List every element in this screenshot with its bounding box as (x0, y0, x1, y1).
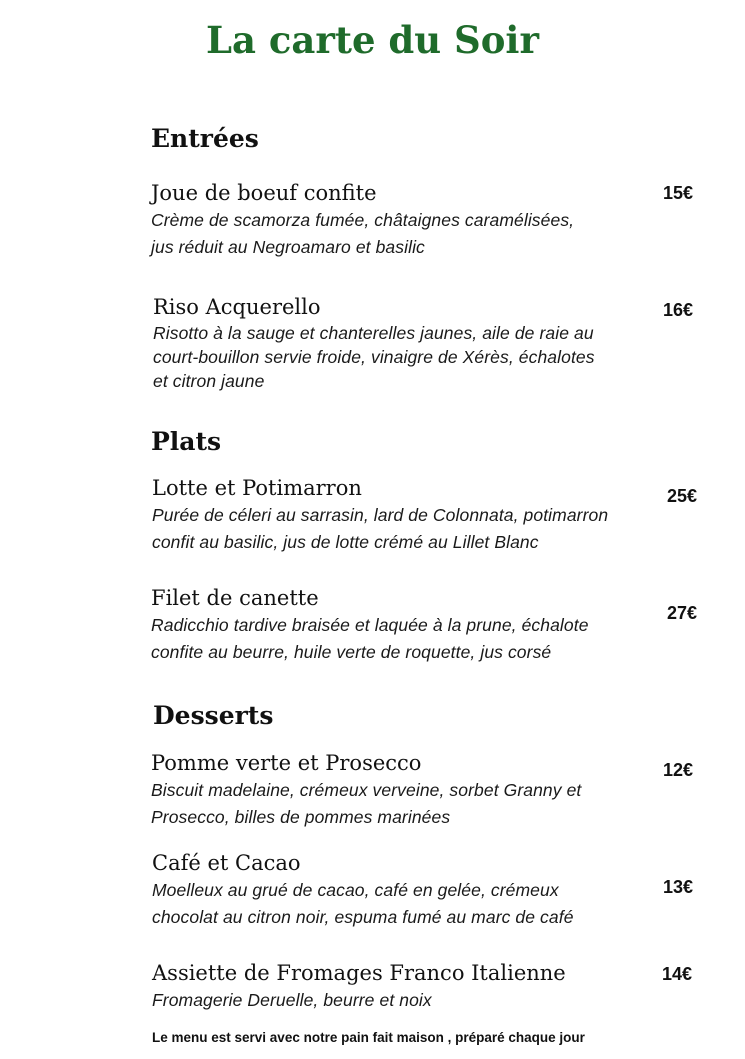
menu-item-lotte-et-potimarron (152, 475, 642, 556)
dish-name: Assiette de Fromages Franco Italienne (152, 961, 566, 985)
menu-item-filet-de-canette (151, 585, 641, 666)
menu-item-pomme-verte (151, 750, 641, 831)
menu-item-cafe-et-cacao (152, 850, 642, 931)
dish-description: Biscuit madelaine, crémeux verveine, sorbet Granny et Prosecco, billes de pommes marinées (151, 780, 582, 827)
menu-item-joue-de-boeuf (151, 180, 641, 261)
dish-price: 27€ (667, 603, 698, 623)
dish-name: Joue de boeuf confite (151, 181, 377, 205)
footer-note: Le menu est servi avec notre pain fait maison , préparé chaque jour (152, 1030, 585, 1045)
dish-description: Moelleux au grué de cacao, café en gelée, crémeux chocolat au citron noir, espuma fumé au marc de café (152, 880, 574, 927)
menu-item-assiette-de-fromages (152, 960, 672, 1014)
dish-description: Fromagerie Deruelle, beurre et noix (152, 990, 432, 1010)
dish-name: Café et Cacao (152, 851, 301, 875)
dish-name: Lotte et Potimarron (152, 476, 362, 500)
dish-name: Riso Acquerello (153, 295, 321, 319)
dish-price: 15€ (663, 183, 694, 203)
dish-price: 14€ (662, 964, 693, 984)
dish-description: Purée de céleri au sarrasin, lard de Colonnata, potimarron confit au basilic, jus de lotte crémé au Lillet Blanc (152, 505, 609, 552)
section-heading-entrees: Entrées (151, 124, 259, 153)
dish-price: 25€ (667, 486, 698, 506)
dish-description: Crème de scamorza fumée, châtaignes caramélisées, jus réduit au Negroamaro et basilic (151, 210, 575, 257)
dish-price: 16€ (663, 300, 694, 320)
dish-name: Filet de canette (151, 586, 319, 610)
dish-price: 12€ (663, 760, 694, 780)
dish-description: Radicchio tardive braisée et laquée à la prune, échalote confite au beurre, huile verte de roquette, jus corsé (151, 615, 589, 662)
dish-name: Pomme verte et Prosecco (151, 751, 422, 775)
section-heading-desserts: Desserts (153, 701, 274, 730)
dish-description: Risotto à la sauge et chanterelles jaunes, aile de raie au court-bouillon servie froide, vinaigre de Xérès, échalotes et citron jaune (153, 323, 595, 391)
dish-price: 13€ (663, 877, 694, 897)
menu-item-riso-acquerello (153, 294, 643, 393)
section-heading-plats: Plats (151, 427, 222, 456)
page-title: La carte du Soir (206, 18, 539, 62)
